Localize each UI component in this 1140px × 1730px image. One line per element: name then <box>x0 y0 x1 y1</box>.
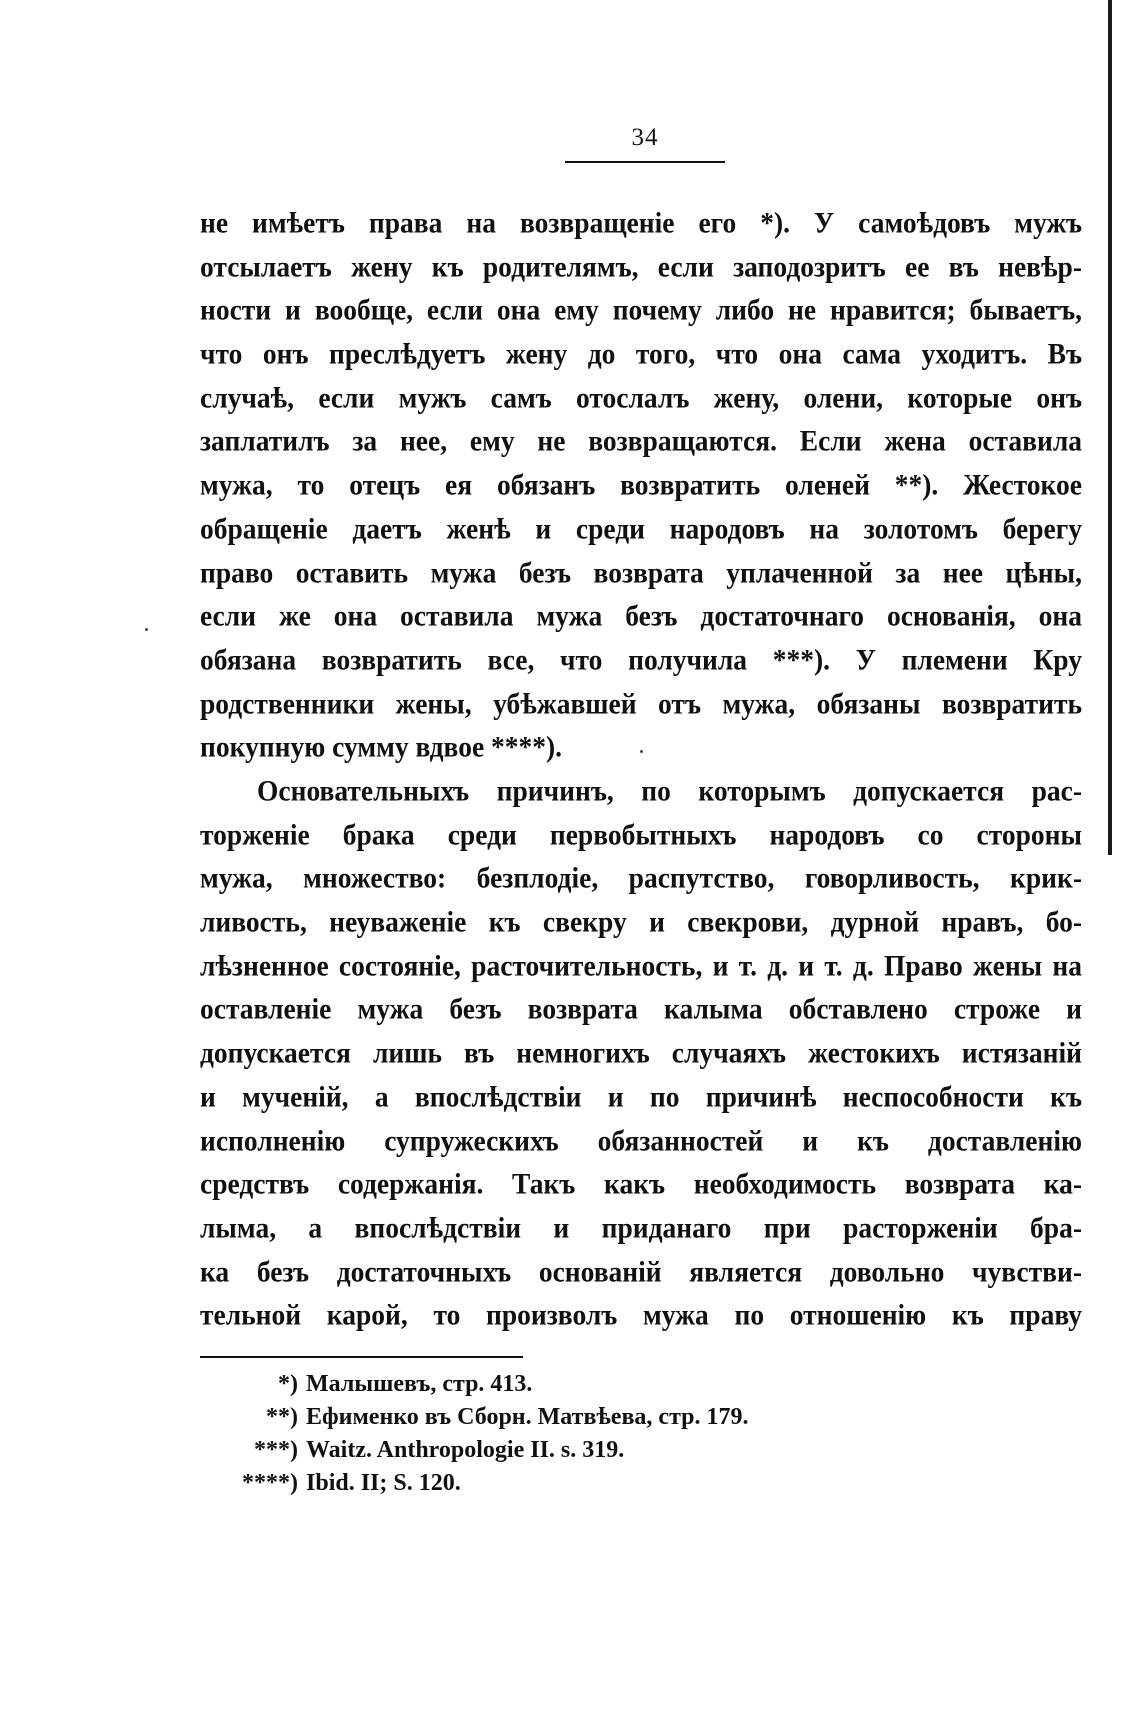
paragraph-line: лыма, а впослѣдствіи и приданаго при расторженіи бра- <box>200 1210 1082 1244</box>
paragraph-line: отсылаетъ жену къ родителямъ, если заподозритъ ее въ невѣр- <box>200 249 1082 283</box>
paragraph-line: родственники жены, убѣжавшей отъ мужа, обязаны возвратить <box>200 686 1082 720</box>
footnote-text: Малышевъ, стр. 413. <box>306 1371 533 1397</box>
footnote-text: Ibid. II; S. 120. <box>306 1470 461 1496</box>
paragraph-line: допускается лишь въ немногихъ случаяхъ жестокихъ истязаній <box>200 1036 1082 1070</box>
paragraph-2 <box>200 769 1082 1337</box>
scan-edge-line <box>1108 0 1112 855</box>
paragraph-line: торженіе брака среди первобытныхъ народовъ со стороны <box>200 817 1082 851</box>
paragraph-line: право оставить мужа безъ возврата уплаченной за нее цѣны, <box>200 555 1082 589</box>
paragraph-line: оставленіе мужа безъ возврата калыма обставлено строже и <box>200 992 1082 1026</box>
paragraph-line: не имѣетъ права на возвращеніе его *). У самоѣдовъ мужъ <box>200 206 1082 239</box>
paragraph-line: и мученій, а впослѣдствіи и по причинѣ неспособности къ <box>200 1079 1082 1113</box>
paragraph-line: обращеніе даетъ женѣ и среди народовъ на золотомъ берегу <box>200 511 1082 545</box>
page-number-rule <box>565 161 725 163</box>
footnote <box>210 1401 910 1434</box>
paragraph-line: мужа, то отецъ ея обязанъ возвратить оленей **). Жестокое <box>200 468 1082 502</box>
page-number: 34 <box>631 124 659 151</box>
paragraph-line: лѣзненное состояніе, расточительность, и т. д. и т. д. Право жены на <box>200 948 1082 982</box>
paragraph-line: Основательныхъ причинъ, по которымъ допускается рас- <box>257 774 1082 807</box>
paragraph-line: что онъ преслѣдуетъ жену до того, что она сама уходитъ. Въ <box>200 337 1082 370</box>
paragraph-line: тельной карой, то произволъ мужа по отношенію къ праву <box>200 1298 1082 1332</box>
scan-speck <box>640 750 643 753</box>
footnote <box>210 1368 910 1401</box>
paragraph-line: мужа, множество: безплодіе, распутство, говорливость, крик- <box>200 861 1082 895</box>
paragraph-line: обязана возвратить все, что получила ***). У племени Кру <box>200 642 1082 676</box>
paragraph-line: случаѣ, если мужъ самъ отослалъ жену, олени, которые онъ <box>200 380 1082 414</box>
footnote-text: Waitz. Anthropologie II. s. 319. <box>306 1437 625 1463</box>
paragraph-line: исполненію супружескихъ обязанностей и къ доставленію <box>200 1123 1082 1157</box>
paragraph-line: если же она оставила мужа безъ достаточнаго основанія, она <box>200 599 1082 633</box>
paragraph-line: заплатилъ за нее, ему не возвращаются. Если жена оставила <box>200 424 1082 458</box>
paragraph-line: средствъ содержанія. Такъ какъ необходимость возврата ка- <box>200 1167 1082 1201</box>
paragraph-line: ка безъ достаточныхъ основаній является довольно чувстви- <box>200 1254 1082 1288</box>
footnote-text: Ефименко въ Сборн. Матвѣева, стр. 179. <box>306 1404 749 1430</box>
footnotes <box>210 1368 910 1500</box>
paragraph-line: покупную сумму вдвое ****). <box>200 730 563 764</box>
footnote-mark: ****) <box>242 1470 298 1496</box>
paragraph-line: ливость, неуваженіе къ свекру и свекрови, дурной нравъ, бо- <box>200 905 1082 938</box>
footnote-separator <box>200 1356 523 1358</box>
footnote <box>210 1434 910 1467</box>
paragraph-line: ности и вообще, если она ему почему либо не нравится; бываетъ, <box>200 293 1082 327</box>
scan-speck <box>145 628 148 631</box>
paragraph-1 <box>200 201 1082 769</box>
footnote-mark: ***) <box>254 1437 298 1463</box>
footnote <box>210 1467 910 1500</box>
footnote-mark: **) <box>266 1404 298 1430</box>
footnote-mark: *) <box>278 1371 298 1397</box>
